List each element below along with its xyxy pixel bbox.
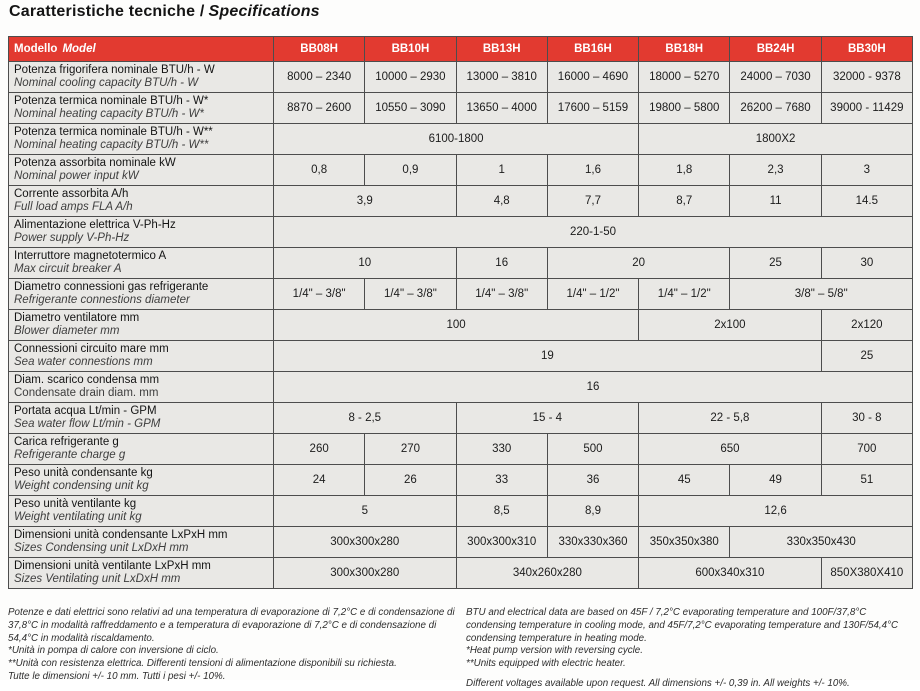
spec-row <box>9 496 913 527</box>
spec-value-cell: 100 <box>274 310 639 341</box>
spec-value-cell: 8870 – 2600 <box>274 93 365 124</box>
spec-label-italian: Potenza assorbita nominale kW <box>14 157 176 169</box>
spec-row <box>9 558 913 589</box>
spec-value-cell: 8,5 <box>456 496 547 527</box>
spec-label-english: Condensate drain diam. mm <box>14 387 159 399</box>
model-column-header: BB10H <box>365 37 456 62</box>
spec-value-cell: 49 <box>730 465 821 496</box>
spec-value-cell: 330 <box>456 434 547 465</box>
spec-value-cell: 24000 – 7030 <box>730 62 821 93</box>
spec-value-cell: 8 - 2,5 <box>274 403 457 434</box>
spec-label-cell <box>9 248 274 279</box>
spec-label-cell <box>9 279 274 310</box>
spec-label-italian: Portata acqua Lt/min - GPM <box>14 405 157 417</box>
spec-value-cell: 13650 – 4000 <box>456 93 547 124</box>
spec-value-cell: 340x260x280 <box>456 558 639 589</box>
spec-label-english: Nominal heating capacity BTU/h - W** <box>14 139 209 151</box>
spec-value-cell: 3 <box>821 155 912 186</box>
footnote-line: Tutte le dimensioni +/- 10 mm. Tutti i pesi +/- 10%. <box>8 670 226 682</box>
spec-value-cell: 0,8 <box>274 155 365 186</box>
spec-value-cell: 11 <box>730 186 821 217</box>
spec-value-cell: 20 <box>547 248 730 279</box>
model-header-label-en: Model <box>62 43 96 55</box>
spec-label-english: Sea water connestions mm <box>14 356 153 368</box>
footnote-line: *Unità in pompa di calore con inversione di ciclo. <box>8 645 219 657</box>
spec-value-cell: 1800X2 <box>639 124 913 155</box>
spec-label-english: Sizes Condensing unit LxDxH mm <box>14 542 189 554</box>
model-column-header: BB16H <box>547 37 638 62</box>
spec-value-cell: 16 <box>274 372 913 403</box>
spec-value-cell: 8,9 <box>547 496 638 527</box>
model-column-header: BB30H <box>821 37 912 62</box>
model-header-cell <box>9 37 274 62</box>
spec-row <box>9 372 913 403</box>
spec-label-italian: Diametro connessioni gas refrigerante <box>14 281 209 293</box>
spec-label-italian: Diam. scarico condensa mm <box>14 374 160 386</box>
spec-label-english: Sizes Ventilating unit LxDxH mm <box>14 573 181 585</box>
spec-label-italian: Potenza frigorifera nominale BTU/h - W <box>14 64 215 76</box>
spec-value-cell: 16 <box>456 248 547 279</box>
spec-value-cell: 36 <box>547 465 638 496</box>
spec-label-italian: Connessioni circuito mare mm <box>14 343 169 355</box>
spec-label-english: Refrigerante charge g <box>14 449 126 461</box>
spec-row <box>9 93 913 124</box>
spec-label-italian: Alimentazione elettrica V-Ph-Hz <box>14 219 176 231</box>
model-header-label-it: Modello <box>14 43 58 55</box>
spec-value-cell: 260 <box>274 434 365 465</box>
spec-value-cell: 18000 – 5270 <box>639 62 730 93</box>
spec-label-italian: Corrente assorbita A/h <box>14 188 129 200</box>
spec-label-cell <box>9 558 274 589</box>
spec-value-cell: 26200 – 7680 <box>730 93 821 124</box>
spec-value-cell: 850X380X410 <box>821 558 912 589</box>
spec-label-italian: Dimensioni unità condensante LxPxH mm <box>14 529 228 541</box>
spec-value-cell: 650 <box>639 434 822 465</box>
spec-value-cell: 300x300x280 <box>274 558 457 589</box>
spec-value-cell: 17600 – 5159 <box>547 93 638 124</box>
footnote-line: **Unità con resistenza elettrica. Differenti tensioni di alimentazione disponibili su richiesta. <box>8 658 397 670</box>
spec-value-cell: 300x300x280 <box>274 527 457 558</box>
spec-label-cell <box>9 434 274 465</box>
spec-value-cell: 220-1-50 <box>274 217 913 248</box>
spec-label-english: Nominal heating capacity BTU/h - W* <box>14 108 204 120</box>
spec-label-cell <box>9 124 274 155</box>
spec-row <box>9 248 913 279</box>
spec-label-cell <box>9 186 274 217</box>
spec-value-cell: 1,8 <box>639 155 730 186</box>
spec-value-cell: 25 <box>821 341 912 372</box>
spec-label-cell <box>9 465 274 496</box>
spec-value-cell: 30 - 8 <box>821 403 912 434</box>
spec-value-cell: 0,9 <box>365 155 456 186</box>
spec-label-cell <box>9 310 274 341</box>
spec-value-cell: 30 <box>821 248 912 279</box>
spec-row <box>9 155 913 186</box>
footnote-line: Different voltages available upon request. All dimensions +/- 0,39 in. All weights +/- 10%. <box>466 677 850 689</box>
footnotes-english <box>466 607 914 691</box>
page-title <box>9 3 320 21</box>
spec-label-cell <box>9 341 274 372</box>
spec-value-cell: 10000 – 2930 <box>365 62 456 93</box>
footnotes-italian <box>8 607 456 691</box>
spec-value-cell: 1 <box>456 155 547 186</box>
spec-value-cell: 19800 – 5800 <box>639 93 730 124</box>
spec-value-cell: 6100-1800 <box>274 124 639 155</box>
spec-value-cell: 3/8" – 5/8" <box>730 279 913 310</box>
spec-value-cell: 2x120 <box>821 310 912 341</box>
spec-label-italian: Potenza termica nominale BTU/h - W** <box>14 126 213 138</box>
spec-value-cell: 19 <box>274 341 822 372</box>
spec-label-english: Sea water flow Lt/min - GPM <box>14 418 161 430</box>
spec-value-cell: 10 <box>274 248 457 279</box>
spec-label-english: Full load amps FLA A/h <box>14 201 133 213</box>
spec-value-cell: 1/4" – 1/2" <box>547 279 638 310</box>
spec-label-cell <box>9 527 274 558</box>
spec-label-cell <box>9 496 274 527</box>
spec-row <box>9 217 913 248</box>
footnote-line: **Units equipped with electric heater. <box>466 658 626 670</box>
spec-value-cell: 7,7 <box>547 186 638 217</box>
spec-label-italian: Potenza termica nominale BTU/h - W* <box>14 95 209 107</box>
spec-value-cell: 700 <box>821 434 912 465</box>
spec-row <box>9 124 913 155</box>
spec-value-cell: 5 <box>274 496 457 527</box>
spec-value-cell: 22 - 5,8 <box>639 403 822 434</box>
spec-label-english: Blower diameter mm <box>14 325 120 337</box>
spec-row <box>9 310 913 341</box>
spec-value-cell: 2,3 <box>730 155 821 186</box>
spec-value-cell: 330x350x430 <box>730 527 913 558</box>
spec-value-cell: 3,9 <box>274 186 457 217</box>
spec-label-cell <box>9 93 274 124</box>
spec-value-cell: 1/4" – 3/8" <box>274 279 365 310</box>
spec-value-cell: 26 <box>365 465 456 496</box>
spec-row <box>9 434 913 465</box>
spec-value-cell: 24 <box>274 465 365 496</box>
spec-label-cell <box>9 62 274 93</box>
spec-label-italian: Carica refrigerante g <box>14 436 119 448</box>
spec-label-english: Power supply V-Ph-Hz <box>14 232 130 244</box>
spec-value-cell: 51 <box>821 465 912 496</box>
spec-label-italian: Dimensioni unità ventilante LxPxH mm <box>14 560 211 572</box>
spec-label-italian: Diametro ventilatore mm <box>14 312 140 324</box>
spec-row <box>9 341 913 372</box>
table-header-row <box>9 37 913 62</box>
specifications-table <box>8 36 913 589</box>
spec-value-cell: 500 <box>547 434 638 465</box>
spec-value-cell: 12,6 <box>639 496 913 527</box>
spec-label-english: Weight condensing unit kg <box>14 480 149 492</box>
spec-value-cell: 1,6 <box>547 155 638 186</box>
spec-label-cell <box>9 155 274 186</box>
spec-value-cell: 33 <box>456 465 547 496</box>
spec-value-cell: 8,7 <box>639 186 730 217</box>
spec-value-cell: 45 <box>639 465 730 496</box>
spec-value-cell: 2x100 <box>639 310 822 341</box>
spec-row <box>9 186 913 217</box>
spec-value-cell: 8000 – 2340 <box>274 62 365 93</box>
spec-label-cell <box>9 372 274 403</box>
spec-row <box>9 465 913 496</box>
spec-label-italian: Peso unità condensante kg <box>14 467 153 479</box>
spec-value-cell: 14.5 <box>821 186 912 217</box>
spec-row <box>9 527 913 558</box>
spec-label-english: Nominal power input kW <box>14 170 139 182</box>
page-title-italic: Specifications <box>208 3 320 20</box>
spec-value-cell: 1/4" – 3/8" <box>365 279 456 310</box>
page-title-main: Caratteristiche tecniche / <box>9 3 205 20</box>
spec-row <box>9 403 913 434</box>
model-column-header: BB24H <box>730 37 821 62</box>
spec-label-italian: Peso unità ventilante kg <box>14 498 137 510</box>
spec-row <box>9 62 913 93</box>
spec-label-italian: Interruttore magnetotermico A <box>14 250 167 262</box>
spec-value-cell: 1/4" – 1/2" <box>639 279 730 310</box>
spec-value-cell: 1/4" – 3/8" <box>456 279 547 310</box>
spec-value-cell: 15 - 4 <box>456 403 639 434</box>
spec-value-cell: 16000 – 4690 <box>547 62 638 93</box>
spec-label-english: Nominal cooling capacity BTU/h - W <box>14 77 199 89</box>
spec-value-cell: 300x300x310 <box>456 527 547 558</box>
spec-value-cell: 4,8 <box>456 186 547 217</box>
spec-row <box>9 279 913 310</box>
spec-value-cell: 330x330x360 <box>547 527 638 558</box>
spec-label-cell <box>9 403 274 434</box>
spec-value-cell: 13000 – 3810 <box>456 62 547 93</box>
spec-label-english: Refrigerante connestions diameter <box>14 294 190 306</box>
footnote-line: BTU and electrical data are based on 45F / 7,2°C evaporating temperature and 100F/37,8°C condensing temperature in cooling mode, and 45F/7,2°C evaporating temperature and 130F/54,4°C condensing temperature in heating mode. <box>466 607 899 644</box>
spec-label-cell <box>9 217 274 248</box>
footnote-line: *Heat pump version with reversing cycle. <box>466 645 643 657</box>
spec-label-english: Max circuit breaker A <box>14 263 122 275</box>
model-column-header: BB13H <box>456 37 547 62</box>
spec-label-english: Weight ventilating unit kg <box>14 511 142 523</box>
model-column-header: BB18H <box>639 37 730 62</box>
footnotes <box>8 607 914 691</box>
footnote-line: Potenze e dati elettrici sono relativi ad una temperatura di evaporazione di 7,2°C e di condensazione di 37,8°C in modalità raffreddamento e a temperatura di evaporazione di 7,2°C e di condensazione di 54,4°C in modalità riscaldamento. <box>8 607 455 644</box>
spec-value-cell: 10550 – 3090 <box>365 93 456 124</box>
spec-value-cell: 39000 - 11429 <box>821 93 912 124</box>
spec-value-cell: 350x350x380 <box>639 527 730 558</box>
spec-value-cell: 270 <box>365 434 456 465</box>
spec-value-cell: 600x340x310 <box>639 558 822 589</box>
spec-value-cell: 25 <box>730 248 821 279</box>
model-column-header: BB08H <box>274 37 365 62</box>
spec-value-cell: 32000 - 9378 <box>821 62 912 93</box>
